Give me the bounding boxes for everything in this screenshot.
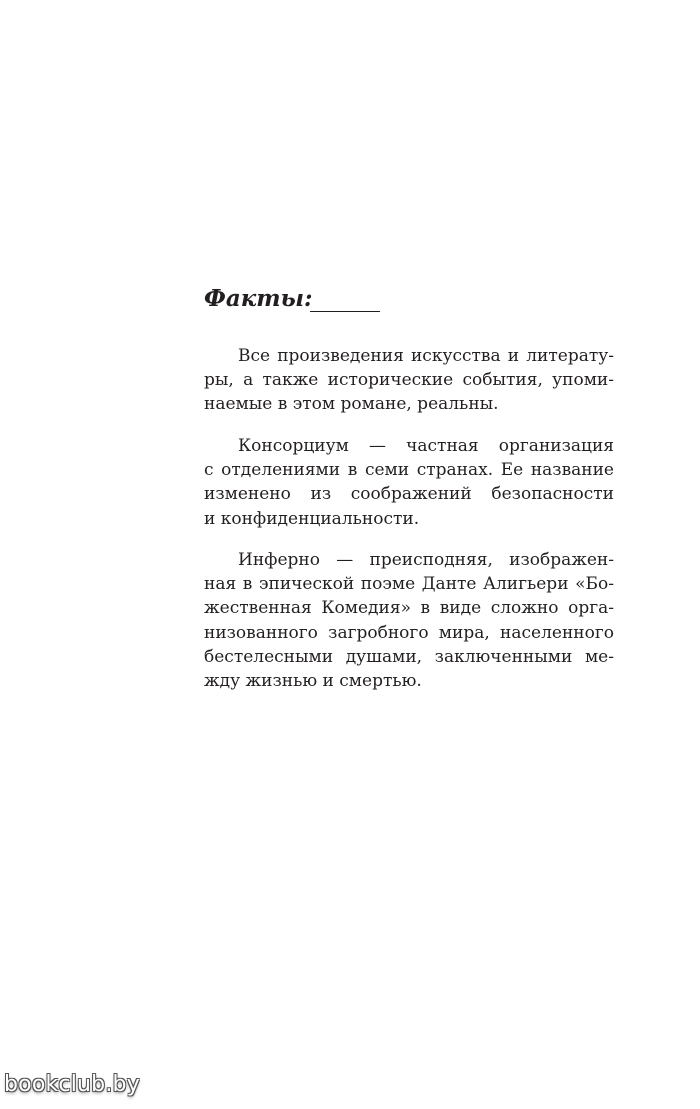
paragraph-line: и конфиденциальности. xyxy=(204,508,420,529)
paragraph-line: с отделениями в семи странах. Ее название xyxy=(204,460,614,481)
paragraph-line: Все произведения искусства и литерату- xyxy=(238,346,614,366)
facts-heading-block xyxy=(204,284,380,314)
heading-underline xyxy=(310,311,380,312)
paragraph-line: изменено из соображений безопасности xyxy=(204,484,614,505)
paragraph-line: жду жизнью и смертью. xyxy=(204,671,422,692)
page-title: Факты: xyxy=(204,285,313,312)
paragraph-inferno xyxy=(204,548,614,693)
watermark: bookclub.by xyxy=(4,1072,140,1097)
paragraph-consortium xyxy=(204,434,614,531)
paragraph-line: бестелесными душами, заключенными ме- xyxy=(204,646,614,667)
paragraph-line: Консорциум — частная организация xyxy=(238,436,614,456)
paragraph-line: низованного загробного мира, населенного xyxy=(204,622,614,643)
paragraph-line: Инферно — преисподняя, изображен- xyxy=(238,550,614,570)
paragraph-line: ная в эпической поэме Данте Алигьери «Бо- xyxy=(204,574,614,595)
paragraph-line: жественная Комедия» в виде сложно орга- xyxy=(204,598,614,619)
paragraph-art-literature xyxy=(204,344,614,417)
paragraph-line: ры, а также исторические события, упоми- xyxy=(204,370,614,391)
paragraph-line: наемые в этом романе, реальны. xyxy=(204,394,499,415)
